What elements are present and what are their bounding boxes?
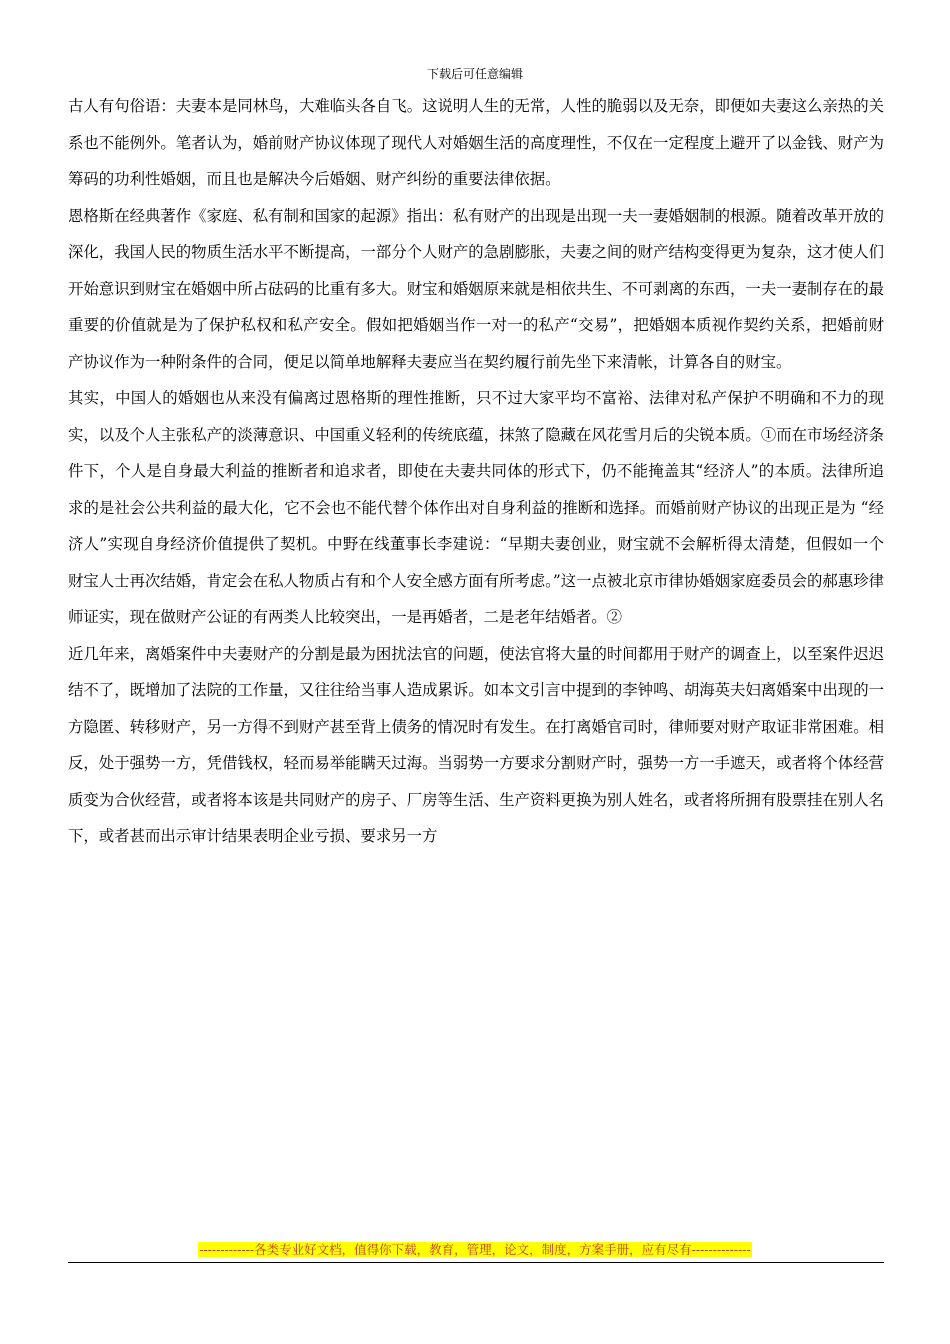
footer-banner: [0, 1242, 950, 1258]
paragraph-3: 其实，中国人的婚姻也从来没有偏离过恩格斯的理性推断，只不过大家平均不富裕、法律对私产保护不明确和不力的现实，以及个人主张私产的淡薄意识、中国重义轻利的传统底蕴，抹煞了隐藏在风花雪月后的尖锐本质。①而在市场经济条件下，个人是自身最大利益的推断者和追求者，即使在夫妻共同体的形式下，仍不能掩盖其“经济人”的本质。法律所追求的是社会公共利益的最大化，它不会也不能代替个体作出对自身利益的推断和选择。而婚前财产协议的出现正是为 “经济人”实现自身经济价值提供了契机。中野在线董事长李建说：“早期夫妻创业，财宝就不会解析得太清楚，但假如一个财宝人士再次结婚，肯定会在私人物质占有和个人安全感方面有所考虑。”这一点被北京市律协婚姻家庭委员会的郝惠珍律师证实，现在做财产公证的有两类人比较突出，一是再婚者，二是老年结婚者。②: [68, 389, 884, 626]
document-body: [68, 88, 884, 855]
paragraph-4: 近几年来，离婚案件中夫妻财产的分割是最为困扰法官的问题，使法官将大量的时间都用于财产的调查上，以至案件迟迟结不了，既增加了法院的工作量，又往往给当事人造成累诉。如本文引言中提到的李钟鸣、胡海英夫妇离婚案中出现的一方隐匿、转移财产，另一方得不到财产甚至背上债务的情况时有发生。在打离婚官司时，律师要对财产取证非常困难。相反，处于强势一方，凭借钱权，轻而易举能瞒天过海。当弱势一方要求分割财产时，强势一方一手遮天，或者将个体经营质变为合伙经营，或者将本该是共同财产的房子、厂房等生活、生产资料更换为别人姓名，或者将所拥有股票挂在别人名下，或者甚而出示审计结果表明企业亏损、要求另一方: [68, 644, 884, 845]
footer-divider: [68, 1262, 884, 1263]
paragraph-2: 恩格斯在经典著作《家庭、私有制和国家的起源》指出：私有财产的出现是出现一夫一妻婚姻制的根源。随着改革开放的深化，我国人民的物质生活水平不断提高，一部分个人财产的急剧膨胀，夫妻之间的财产结构变得更为复杂，这才使人们开始意识到财宝在婚姻中所占砝码的比重有多大。财宝和婚姻原来就是相依共生、不可剥离的东西，一夫一妻制存在的最重要的价值就是为了保护私权和私产安全。假如把婚姻当作一对一的私产“交易”，把婚姻本质视作契约关系，把婚前财产协议作为一种附条件的合同，便足以简单地解释夫妻应当在契约履行前先坐下来清帐，计算各自的财宝。: [68, 206, 884, 371]
paragraph-1: 古人有句俗语：夫妻本是同林鸟，大难临头各自飞。这说明人生的无常，人性的脆弱以及无奈，即便如夫妻这么亲热的关系也不能例外。笔者认为，婚前财产协议体现了现代人对婚姻生活的高度理性，不仅在一定程度上避开了以金钱、财产为筹码的功利性婚姻，而且也是解决今后婚姻、财产纠纷的重要法律依据。: [68, 97, 884, 188]
footer-banner-text: -------------各类专业好文档，值得你下载，教育，管理，论文，制度，方案手册，应有尽有--------------: [199, 1242, 751, 1257]
header-note: 下载后可任意编辑: [426, 67, 523, 81]
